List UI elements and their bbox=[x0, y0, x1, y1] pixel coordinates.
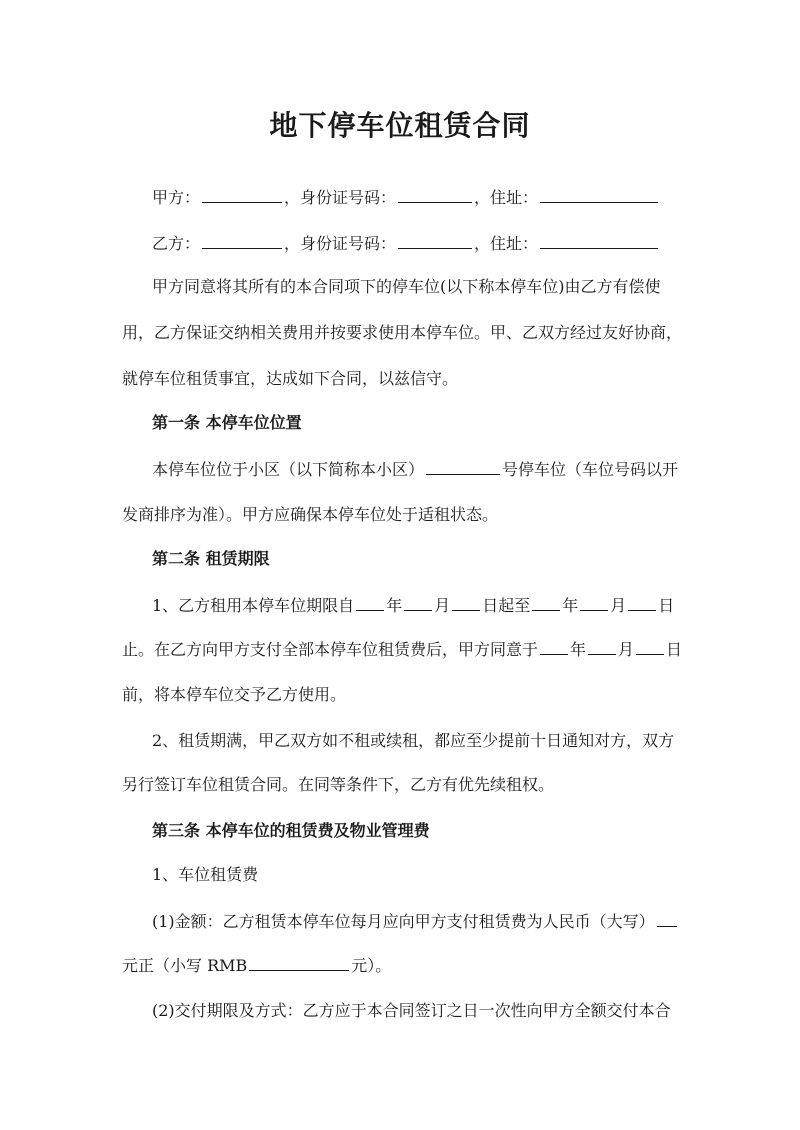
party-a-line bbox=[152, 186, 682, 209]
party-b-id-label: ，身份证号码： bbox=[284, 234, 397, 253]
article-3-sub-1: 1、车位租赁费 bbox=[152, 865, 259, 884]
article-3-amount-line-1 bbox=[152, 910, 682, 933]
party-a-addr-label: ，住址： bbox=[474, 188, 539, 207]
end-year-blank bbox=[532, 594, 560, 611]
article-2-p1-line-2 bbox=[122, 638, 682, 661]
party-b-line bbox=[152, 232, 682, 255]
party-a-addr-blank bbox=[540, 186, 658, 203]
party-b-addr-blank bbox=[540, 232, 658, 249]
party-a-id-label: ，身份证号码： bbox=[284, 188, 397, 207]
party-a-name-blank bbox=[202, 186, 282, 203]
text: 月 bbox=[434, 596, 451, 615]
party-a-label: 甲方： bbox=[152, 188, 201, 207]
intro-line-1: 甲方同意将其所有的本合同项下的停车位(以下称本停车位)由乙方有偿使 bbox=[152, 277, 661, 296]
end-month-blank bbox=[580, 594, 608, 611]
start-month-blank bbox=[404, 594, 432, 611]
article-2-p1-line-1 bbox=[152, 594, 682, 617]
article-2-heading: 第二条 租赁期限 bbox=[152, 549, 270, 568]
article-3-payment-line-1: (2)交付期限及方式：乙方应于本合同签订之日一次性向甲方全额交付本合 bbox=[152, 1001, 671, 1020]
text: 年 bbox=[562, 596, 579, 615]
article-2-p1-line-3: 前，将本停车位交予乙方使用。 bbox=[122, 685, 347, 704]
amount-rmb-blank bbox=[249, 954, 349, 971]
text: 止。在乙方向甲方支付全部本停车位租赁费后，甲方同意于 bbox=[122, 640, 539, 659]
amount-uppercase-blank bbox=[657, 910, 677, 927]
parking-number-blank bbox=[426, 458, 500, 475]
text: 月 bbox=[610, 596, 627, 615]
party-b-addr-label: ，住址： bbox=[474, 234, 539, 253]
text: 元正（小写 RMB bbox=[122, 956, 248, 975]
handover-day-blank bbox=[636, 638, 664, 655]
text: 年 bbox=[386, 596, 403, 615]
handover-month-blank bbox=[588, 638, 616, 655]
start-day-blank bbox=[452, 594, 480, 611]
article-3-heading: 第三条 本停车位的租赁费及物业管理费 bbox=[152, 821, 430, 840]
intro-line-3: 就停车位租赁事宜，达成如下合同，以兹信守。 bbox=[122, 369, 459, 388]
party-b-name-blank bbox=[202, 232, 282, 249]
text: 1、乙方租用本停车位期限自 bbox=[152, 596, 355, 615]
document-title: 地下停车位租赁合同 bbox=[269, 109, 531, 142]
handover-year-blank bbox=[540, 638, 568, 655]
article-1-heading: 第一条 本停车位位置 bbox=[152, 413, 302, 432]
article-1-text-a: 本停车位位于小区（以下简称本小区） bbox=[152, 460, 425, 479]
article-2-p2-line-2: 另行签订车位租赁合同。在同等条件下，乙方有优先续租权。 bbox=[122, 775, 555, 794]
party-b-label: 乙方： bbox=[152, 234, 201, 253]
party-a-id-blank bbox=[398, 186, 472, 203]
text: (1)金额：乙方租赁本停车位每月应向甲方支付租赁费为人民币（大写） bbox=[152, 912, 655, 931]
article-1-line-2: 发商排序为准）。甲方应确保本停车位处于适租状态。 bbox=[122, 505, 499, 524]
article-3-amount-line-2 bbox=[122, 954, 682, 977]
text: 月 bbox=[618, 640, 635, 659]
text: 日 bbox=[658, 596, 675, 615]
text: 年 bbox=[570, 640, 587, 659]
article-2-p2-line-1: 2、租赁期满，甲乙双方如不租或续租，都应至少提前十日通知对方，双方 bbox=[152, 731, 675, 750]
text: 元）。 bbox=[351, 956, 392, 975]
text: 日 bbox=[666, 640, 683, 659]
text: 日起至 bbox=[482, 596, 531, 615]
article-1-text-b: 号停车位（车位号码以开 bbox=[502, 460, 679, 479]
intro-line-2: 用，乙方保证交纳相关费用并按要求使用本停车位。甲、乙双方经过友好协商， bbox=[122, 323, 683, 342]
start-year-blank bbox=[356, 594, 384, 611]
article-1-line-1 bbox=[152, 458, 682, 481]
party-b-id-blank bbox=[398, 232, 472, 249]
end-day-blank bbox=[628, 594, 656, 611]
